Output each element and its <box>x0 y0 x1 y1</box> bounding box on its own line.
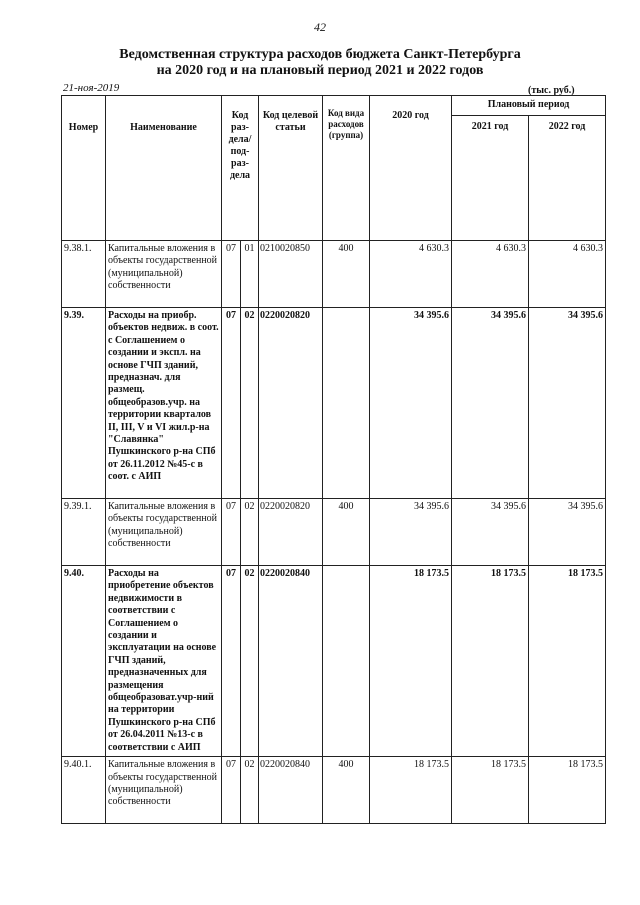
row-value-2020: 34 395.6 <box>370 499 452 566</box>
row-subsection: 02 <box>241 308 259 499</box>
row-value-2022: 34 395.6 <box>529 499 606 566</box>
row-number: 9.38.1. <box>62 241 106 308</box>
table-row <box>62 499 606 566</box>
row-expense-type <box>323 566 370 757</box>
table-body <box>62 241 606 824</box>
row-value-2020: 18 173.5 <box>370 757 452 824</box>
header-year-2020: 2020 год <box>370 96 452 241</box>
table-row <box>62 757 606 824</box>
row-subsection: 02 <box>241 566 259 757</box>
row-expense-type <box>323 308 370 499</box>
row-value-2021: 18 173.5 <box>452 757 529 824</box>
row-value-2021: 4 630.3 <box>452 241 529 308</box>
row-section: 07 <box>222 757 241 824</box>
row-name: Капитальные вложения в объекты государственной (муниципальной) собственности <box>106 241 222 308</box>
document-title <box>0 47 640 79</box>
header-section-code: Код раз-дела/ под-раз-дела <box>222 96 259 241</box>
row-subsection: 02 <box>241 757 259 824</box>
row-value-2022: 18 173.5 <box>529 566 606 757</box>
header-year-2021: 2021 год <box>452 116 529 241</box>
budget-table <box>61 95 606 824</box>
row-section: 07 <box>222 308 241 499</box>
page-number: 42 <box>314 20 326 34</box>
title-line-2: на 2020 год и на плановый период 2021 и 2022 годов <box>156 63 484 78</box>
table-row <box>62 241 606 308</box>
row-number: 9.40. <box>62 566 106 757</box>
header-expense-type-code: Код вида расходов (группа) <box>323 96 370 241</box>
units-label: (тыс. руб.) <box>528 85 575 96</box>
row-value-2021: 34 395.6 <box>452 308 529 499</box>
row-expense-type: 400 <box>323 499 370 566</box>
row-value-2022: 4 630.3 <box>529 241 606 308</box>
row-target-code: 0220020840 <box>259 566 323 757</box>
row-name: Капитальные вложения в объекты государственной (муниципальной) собственности <box>106 499 222 566</box>
header-planned-period: Плановый период <box>452 96 606 116</box>
row-name: Расходы на приобретение объектов недвижимости в соответствии с Соглашением о создании и эксплуатации на основе ГЧП зданий, предназначенных для размещения общеобразоват.учр-ний на территории Пушкинского р-на СПб от 26.04.2011 №13-с в соответствии с АИП <box>106 566 222 757</box>
row-expense-type: 400 <box>323 241 370 308</box>
row-value-2020: 34 395.6 <box>370 308 452 499</box>
row-value-2020: 4 630.3 <box>370 241 452 308</box>
row-number: 9.39.1. <box>62 499 106 566</box>
row-value-2022: 18 173.5 <box>529 757 606 824</box>
table-row <box>62 566 606 757</box>
row-number: 9.40.1. <box>62 757 106 824</box>
row-target-code: 0210020850 <box>259 241 323 308</box>
row-value-2022: 34 395.6 <box>529 308 606 499</box>
row-section: 07 <box>222 566 241 757</box>
header-number: Номер <box>62 96 106 241</box>
title-line-1: Ведомственная структура расходов бюджета Санкт-Петербурга <box>119 47 521 62</box>
row-section: 07 <box>222 241 241 308</box>
row-value-2021: 18 173.5 <box>452 566 529 757</box>
row-name: Расходы на приобр. объектов недвиж. в соот. с Соглашением о создании и экспл. на основе ГЧП зданий, предназнач. для размещ. общеобразов.учр. на территории кварталов II, III, V и VI жил.р-на "Славянка" Пушкинского р-на СПб от 26.11.2012 №45-с в соот. с АИП <box>106 308 222 499</box>
header-target-code: Код целевой статьи <box>259 96 323 241</box>
row-target-code: 0220020820 <box>259 308 323 499</box>
budget-table-wrapper <box>61 95 605 824</box>
row-subsection: 02 <box>241 499 259 566</box>
document-date: 21-ноя-2019 <box>63 82 120 94</box>
row-expense-type: 400 <box>323 757 370 824</box>
row-section: 07 <box>222 499 241 566</box>
header-year-2022: 2022 год <box>529 116 606 241</box>
row-number: 9.39. <box>62 308 106 499</box>
row-target-code: 0220020820 <box>259 499 323 566</box>
table-row <box>62 308 606 499</box>
row-name: Капитальные вложения в объекты государственной (муниципальной) собственности <box>106 757 222 824</box>
row-target-code: 0220020840 <box>259 757 323 824</box>
row-value-2020: 18 173.5 <box>370 566 452 757</box>
row-subsection: 01 <box>241 241 259 308</box>
header-name: Наименование <box>106 96 222 241</box>
row-value-2021: 34 395.6 <box>452 499 529 566</box>
